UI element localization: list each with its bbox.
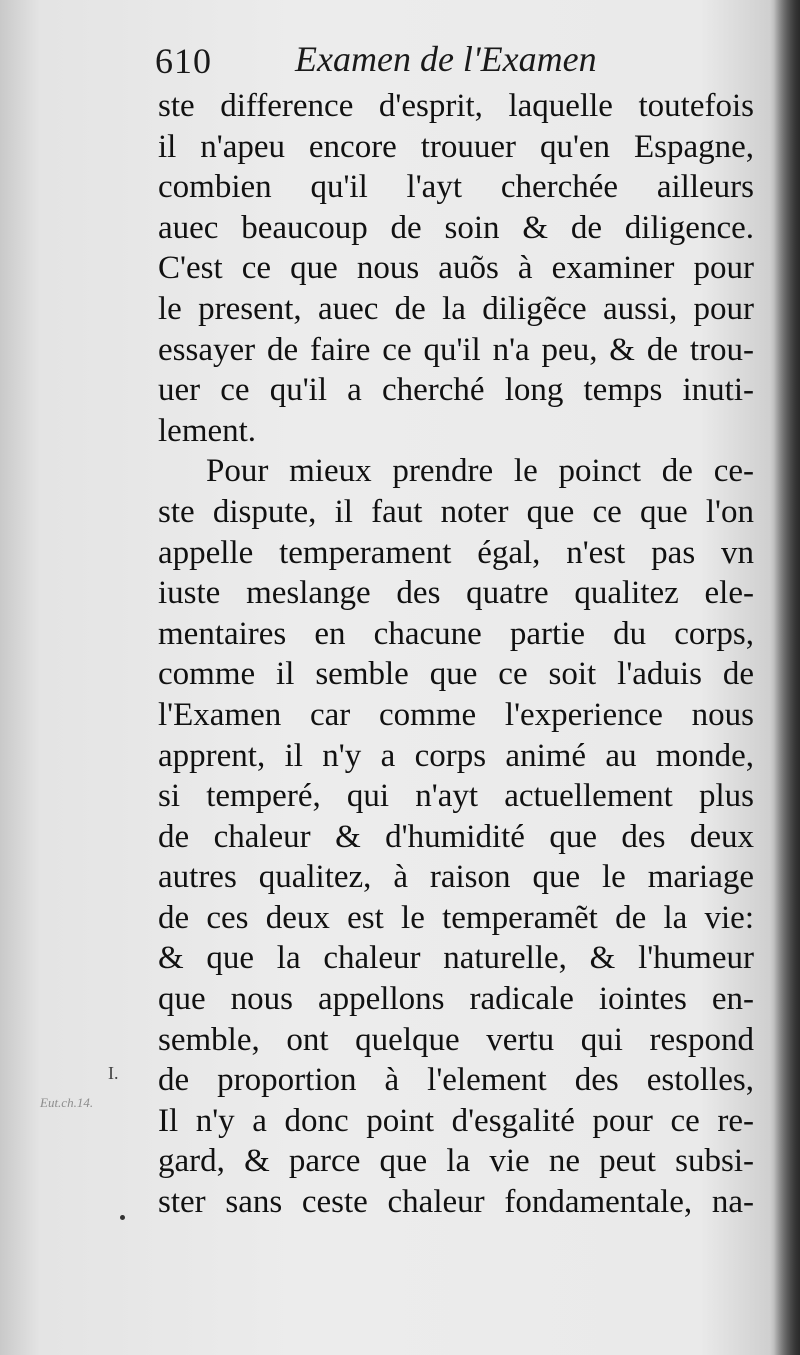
text-line: de ces deux est le temperamẽt de la vie:: [158, 899, 754, 936]
text-line: il n'apeu encore trouuer qu'en Espagne,: [158, 128, 754, 165]
text-line: auec beaucoup de soin & de diligence.: [158, 209, 754, 246]
text-line: comme il semble que ce soit l'aduis de: [158, 656, 754, 693]
text-line: si temperé, qui n'ayt actuellement plus: [158, 778, 754, 815]
running-head: Examen de l'Examen: [295, 39, 597, 79]
text-line: semble, ont quelque vertu qui respond: [158, 1021, 754, 1058]
text-line: essayer de faire ce qu'il n'a peu, & de trou-: [158, 331, 754, 368]
text-line: que nous appellons radicale iointes en-: [158, 981, 754, 1018]
text-line: autres qualitez, à raison que le mariage: [158, 859, 754, 896]
margin-note-reference: Eut.ch.14.: [40, 1095, 94, 1110]
page-gutter-shadow: [774, 0, 800, 1355]
page-header: [155, 36, 715, 86]
text-line: uer ce qu'il a cherché long temps inuti-: [158, 372, 754, 409]
ink-speck: [120, 1215, 125, 1220]
text-line: le present, auec de la diligẽce aussi, pour: [158, 290, 754, 327]
text-line: appelle temperament égal, n'est pas vn: [158, 534, 754, 571]
page-number: 610: [155, 41, 212, 81]
text-line: C'est ce que nous auõs à examiner pour: [158, 250, 754, 287]
text-line: gard, & parce que la vie ne peut subsi-: [158, 1143, 754, 1180]
text-line: l'Examen car comme l'experience nous: [158, 696, 754, 733]
text-line: ste difference d'esprit, laquelle toutefois: [158, 88, 754, 124]
text-line: de chaleur & d'humidité que des deux: [158, 818, 754, 855]
text-line: & que la chaleur naturelle, & l'humeur: [158, 940, 754, 977]
text-line: lement.: [158, 412, 257, 449]
text-line: ste dispute, il faut noter que ce que l'on: [158, 493, 754, 530]
text-line: apprent, il n'y a corps animé au monde,: [158, 737, 754, 774]
body-text: [158, 86, 754, 1223]
text-line: ster sans ceste chaleur fondamentale, na-: [158, 1184, 754, 1221]
text-line: iuste meslange des quatre qualitez ele-: [158, 575, 754, 612]
margin-note-number: I.: [108, 1063, 119, 1083]
text-line: Pour mieux prendre le poinct de ce-: [206, 453, 754, 490]
text-line: combien qu'il l'ayt cherchée ailleurs: [158, 169, 754, 206]
text-line: de proportion à l'element des estolles,: [158, 1062, 754, 1099]
text-line: Il n'y a donc point d'esgalité pour ce re-: [158, 1102, 754, 1139]
text-line: mentaires en chacune partie du corps,: [158, 615, 754, 652]
